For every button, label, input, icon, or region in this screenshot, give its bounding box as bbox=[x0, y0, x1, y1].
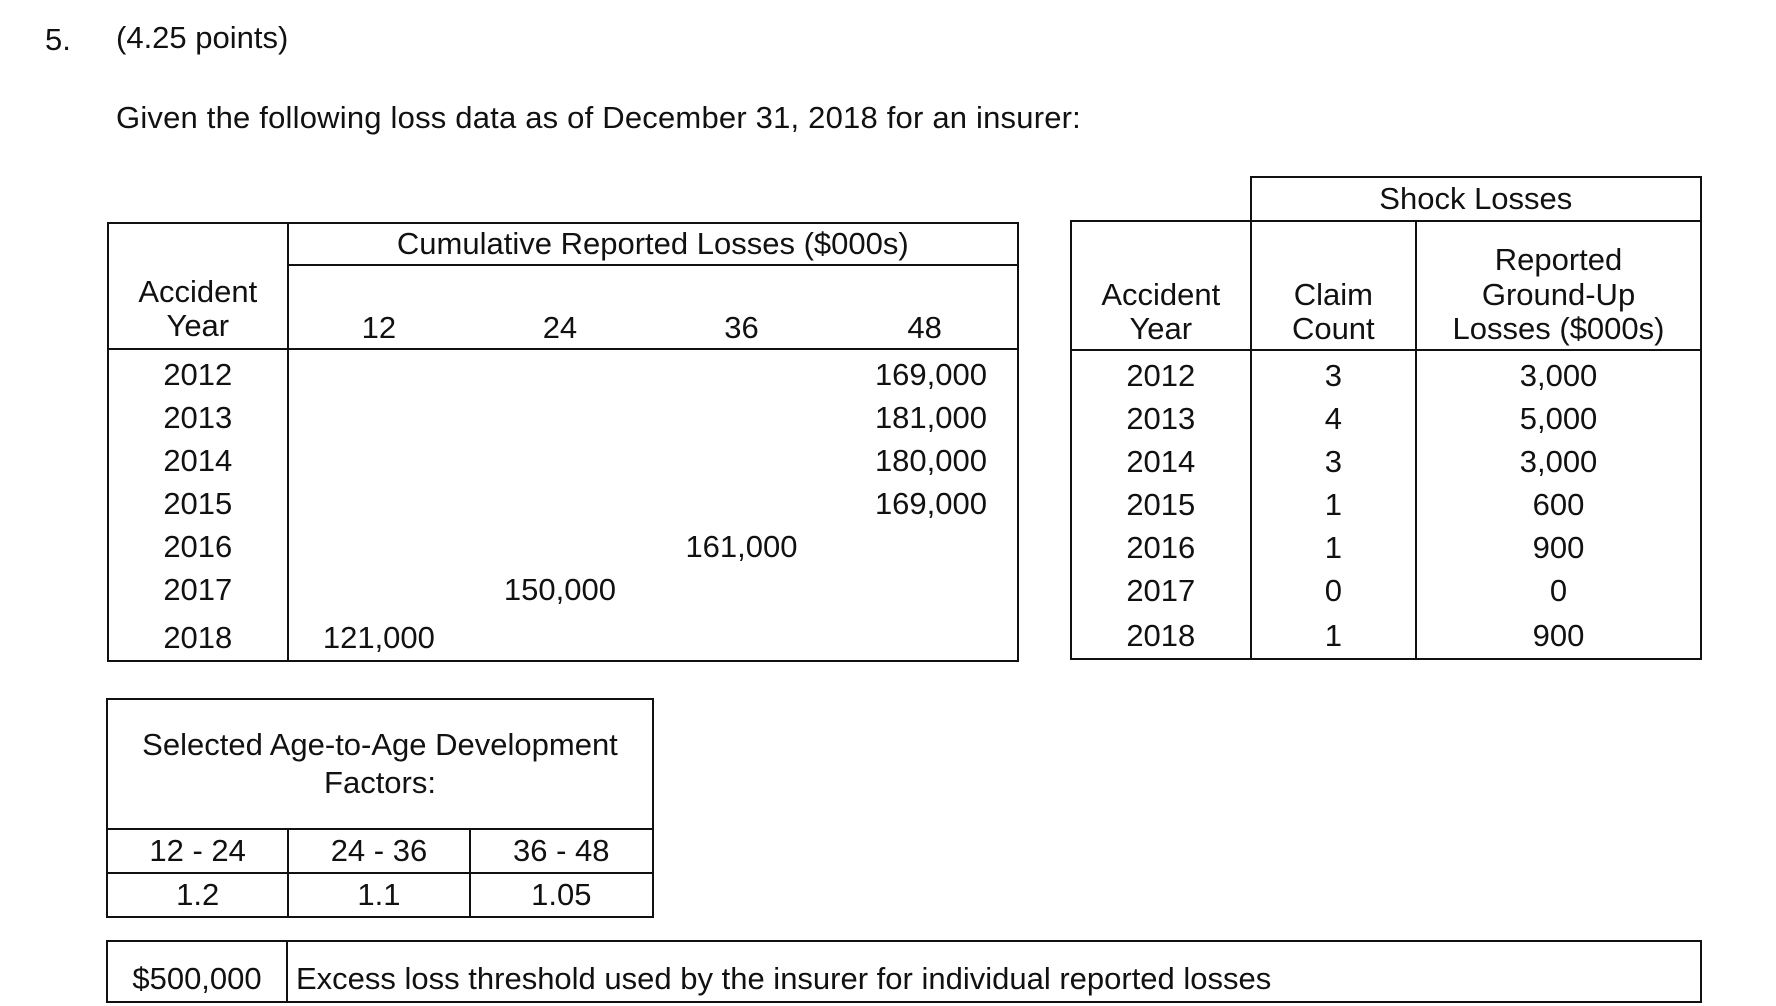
reported-losses-cell: 900 bbox=[1416, 523, 1701, 566]
reported-losses-cell: 5,000 bbox=[1416, 394, 1701, 437]
header-line: Claim bbox=[1293, 276, 1373, 312]
claim-count-cell: 1 bbox=[1251, 609, 1416, 659]
loss-cell bbox=[651, 608, 833, 661]
claim-count-cell: 0 bbox=[1251, 566, 1416, 609]
period-cell: 36 - 48 bbox=[470, 829, 653, 873]
table-row bbox=[108, 393, 1018, 436]
table-row bbox=[108, 608, 1018, 661]
accident-year-header bbox=[108, 223, 288, 349]
age-to-age-title bbox=[107, 699, 653, 829]
blank-cell bbox=[1071, 177, 1251, 221]
accident-year-cell: 2017 bbox=[108, 565, 288, 608]
loss-cell bbox=[832, 522, 1018, 565]
shock-losses-group-header: Shock Losses bbox=[1251, 177, 1701, 221]
title-line: Selected Age-to-Age Development bbox=[142, 726, 618, 762]
table-row bbox=[1071, 566, 1701, 609]
table-row bbox=[1071, 394, 1701, 437]
loss-cell bbox=[651, 436, 833, 479]
claim-count-cell: 4 bbox=[1251, 394, 1416, 437]
title-line: Factors: bbox=[324, 765, 436, 800]
accident-year-cell: 2016 bbox=[108, 522, 288, 565]
loss-cell bbox=[651, 349, 833, 393]
table-row bbox=[1071, 350, 1701, 394]
loss-cell bbox=[832, 608, 1018, 661]
loss-cell bbox=[651, 479, 833, 522]
question-number: 5. bbox=[45, 22, 71, 57]
loss-cell: 181,000 bbox=[832, 393, 1018, 436]
header-line: Reported bbox=[1494, 241, 1623, 277]
accident-year-cell: 2015 bbox=[108, 479, 288, 522]
accident-year-cell: 2016 bbox=[1071, 523, 1251, 566]
accident-year-cell: 2018 bbox=[1071, 609, 1251, 659]
accident-year-cell: 2014 bbox=[1071, 437, 1251, 480]
table-row bbox=[1071, 480, 1701, 523]
reported-losses-cell: 900 bbox=[1416, 609, 1701, 659]
loss-cell bbox=[469, 436, 651, 479]
header-line: Losses ($000s) bbox=[1452, 311, 1665, 347]
reported-losses-cell: 3,000 bbox=[1416, 437, 1701, 480]
loss-cell bbox=[288, 436, 470, 479]
loss-cell bbox=[288, 565, 470, 608]
threshold-description: Excess loss threshold used by the insurer for individual reported losses bbox=[287, 941, 1701, 1002]
loss-cell: 121,000 bbox=[288, 608, 470, 661]
period-cell: 24 - 36 bbox=[288, 829, 469, 873]
header-line: Year bbox=[1129, 311, 1193, 347]
loss-cell bbox=[288, 393, 470, 436]
accident-year-cell: 2013 bbox=[1071, 394, 1251, 437]
cumulative-losses-group-header: Cumulative Reported Losses ($000s) bbox=[288, 223, 1018, 265]
loss-cell bbox=[469, 522, 651, 565]
accident-year-cell: 2013 bbox=[108, 393, 288, 436]
threshold-amount: $500,000 bbox=[107, 941, 287, 1002]
header-line: Count bbox=[1291, 311, 1375, 347]
excess-threshold-table bbox=[106, 940, 1702, 1003]
age-header: 48 bbox=[832, 265, 1018, 349]
loss-cell: 169,000 bbox=[832, 349, 1018, 393]
reported-losses-cell: 3,000 bbox=[1416, 350, 1701, 394]
factor-cell: 1.2 bbox=[107, 873, 288, 917]
question-intro: Given the following loss data as of December 31, 2018 for an insurer: bbox=[116, 100, 1081, 135]
reported-losses-header bbox=[1416, 221, 1701, 350]
table-row bbox=[1071, 437, 1701, 480]
claim-count-cell: 3 bbox=[1251, 350, 1416, 394]
accident-year-header bbox=[1071, 221, 1251, 350]
period-cell: 12 - 24 bbox=[107, 829, 288, 873]
accident-year-cell: 2014 bbox=[108, 436, 288, 479]
loss-cell bbox=[469, 349, 651, 393]
loss-cell bbox=[288, 479, 470, 522]
accident-year-cell: 2017 bbox=[1071, 566, 1251, 609]
table-row bbox=[108, 522, 1018, 565]
claim-count-cell: 1 bbox=[1251, 480, 1416, 523]
table-row bbox=[108, 436, 1018, 479]
table-row bbox=[108, 479, 1018, 522]
factor-cell: 1.1 bbox=[288, 873, 469, 917]
loss-cell bbox=[832, 565, 1018, 608]
header-line: Accident bbox=[1101, 276, 1221, 312]
loss-cell bbox=[288, 522, 470, 565]
loss-cell: 150,000 bbox=[503, 572, 616, 608]
loss-cell: 169,000 bbox=[832, 479, 1018, 522]
header-line: Year bbox=[166, 308, 230, 344]
claim-count-cell: 1 bbox=[1251, 523, 1416, 566]
factor-cell: 1.05 bbox=[470, 873, 653, 917]
age-header: 12 bbox=[288, 265, 470, 349]
table-row bbox=[108, 565, 1018, 608]
header-line: Ground-Up bbox=[1481, 276, 1636, 312]
loss-cell bbox=[469, 393, 651, 436]
reported-losses-cell: 0 bbox=[1416, 566, 1701, 609]
accident-year-cell: 2012 bbox=[108, 349, 288, 393]
cumulative-losses-table bbox=[107, 222, 1019, 662]
table-row bbox=[1071, 523, 1701, 566]
age-to-age-factors-table bbox=[106, 698, 654, 918]
loss-cell bbox=[651, 393, 833, 436]
reported-losses-cell: 600 bbox=[1416, 480, 1701, 523]
claim-count-cell: 3 bbox=[1251, 437, 1416, 480]
shock-losses-table bbox=[1070, 176, 1702, 660]
loss-cell: 180,000 bbox=[832, 436, 1018, 479]
loss-cell bbox=[469, 608, 651, 661]
accident-year-cell: 2018 bbox=[108, 608, 288, 661]
loss-cell bbox=[288, 349, 470, 393]
accident-year-cell: 2015 bbox=[1071, 480, 1251, 523]
question-points: (4.25 points) bbox=[116, 20, 289, 55]
table-row bbox=[1071, 609, 1701, 659]
claim-count-header bbox=[1251, 221, 1416, 350]
loss-cell bbox=[469, 479, 651, 522]
age-header: 36 bbox=[651, 265, 833, 349]
accident-year-cell: 2012 bbox=[1071, 350, 1251, 394]
header-line: Accident bbox=[138, 273, 258, 309]
loss-cell bbox=[651, 565, 833, 608]
table-row bbox=[108, 349, 1018, 393]
loss-cell: 161,000 bbox=[685, 529, 798, 565]
age-header: 24 bbox=[469, 265, 651, 349]
